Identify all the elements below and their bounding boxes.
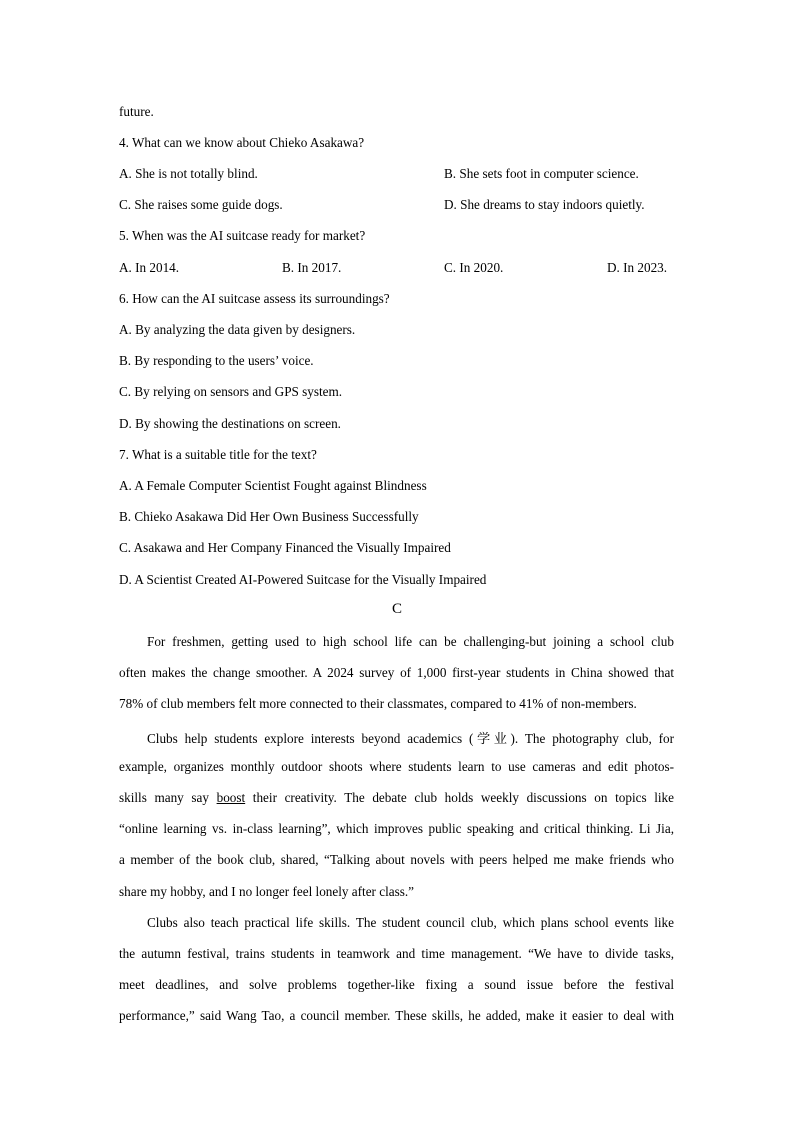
line-3-text-after: their creativity. The debate club holds weekly discussions on topics like	[245, 790, 674, 805]
question-4-option-d: D. She dreams to stay indoors quietly.	[444, 197, 645, 212]
passage-p2-line-1: Clubs help students explore interests beyond academics (学业). The photography club, for	[147, 731, 674, 746]
question-4-option-b: B. She sets foot in computer science.	[444, 166, 639, 181]
passage-p1-line-1: For freshmen, getting used to high school life can be challenging-but joining a school club	[147, 634, 674, 649]
passage-p3-line-4: performance,” said Wang Tao, a council member. These skills, he added, make it easier to deal with	[119, 1008, 674, 1023]
question-5-option-b: B. In 2017.	[282, 260, 342, 275]
question-5-option-a: A. In 2014.	[119, 260, 180, 275]
passage-p3-line-2: the autumn festival, trains students in teamwork and time management. “We have to divide tasks,	[119, 946, 674, 961]
question-4-stem: 4. What can we know about Chieko Asakawa?	[119, 135, 365, 150]
passage-p2-line-6: share my hobby, and I no longer feel lonely after class.”	[119, 884, 415, 899]
underlined-word: boost	[216, 790, 246, 805]
question-4-option-a: A. She is not totally blind.	[119, 166, 258, 181]
question-5-stem: 5. When was the AI suitcase ready for market?	[119, 228, 366, 243]
question-7-option-d: D. A Scientist Created AI-Powered Suitcase for the Visually Impaired	[119, 572, 487, 587]
question-6-stem: 6. How can the AI suitcase assess its surroundings?	[119, 291, 390, 306]
question-7-stem: 7. What is a suitable title for the text?	[119, 447, 317, 462]
continuation-text: future.	[119, 104, 154, 119]
question-6-option-a: A. By analyzing the data given by designers.	[119, 322, 356, 337]
question-7-option-b: B. Chieko Asakawa Did Her Own Business Successfully	[119, 509, 419, 524]
passage-p1-line-3: 78% of club members felt more connected to their classmates, compared to 41% of non-members.	[119, 696, 637, 711]
passage-p2-line-2: example, organizes monthly outdoor shoots where students learn to use cameras and edit photos-	[119, 759, 674, 774]
passage-p2-line-4: “online learning vs. in-class learning”, which improves public speaking and critical thinking. Li Jia,	[119, 821, 674, 836]
question-7-option-c: C. Asakawa and Her Company Financed the Visually Impaired	[119, 540, 451, 555]
line-3-text-before: skills many say	[119, 790, 217, 805]
question-4-option-c: C. She raises some guide dogs.	[119, 197, 283, 212]
question-5-option-d: D. In 2023.	[607, 260, 668, 275]
section-heading: C	[391, 601, 402, 617]
question-6-option-c: C. By relying on sensors and GPS system.	[119, 384, 343, 399]
passage-p2-line-5: a member of the book club, shared, “Talking about novels with peers helped me make friends who	[119, 852, 674, 867]
passage-p3-line-1: Clubs also teach practical life skills. The student council club, which plans school events like	[147, 915, 674, 930]
question-6-option-d: D. By showing the destinations on screen.	[119, 416, 341, 431]
passage-p1-line-2: often makes the change smoother. A 2024 survey of 1,000 first-year students in China showed that	[119, 665, 674, 680]
passage-p2-line-3	[119, 790, 674, 806]
passage-p3-line-3: meet deadlines, and solve problems together-like fixing a sound issue before the festival	[119, 977, 674, 992]
question-5-option-c: C. In 2020.	[444, 260, 504, 275]
question-7-option-a: A. A Female Computer Scientist Fought against Blindness	[119, 478, 427, 493]
question-6-option-b: B. By responding to the users’ voice.	[119, 353, 314, 368]
